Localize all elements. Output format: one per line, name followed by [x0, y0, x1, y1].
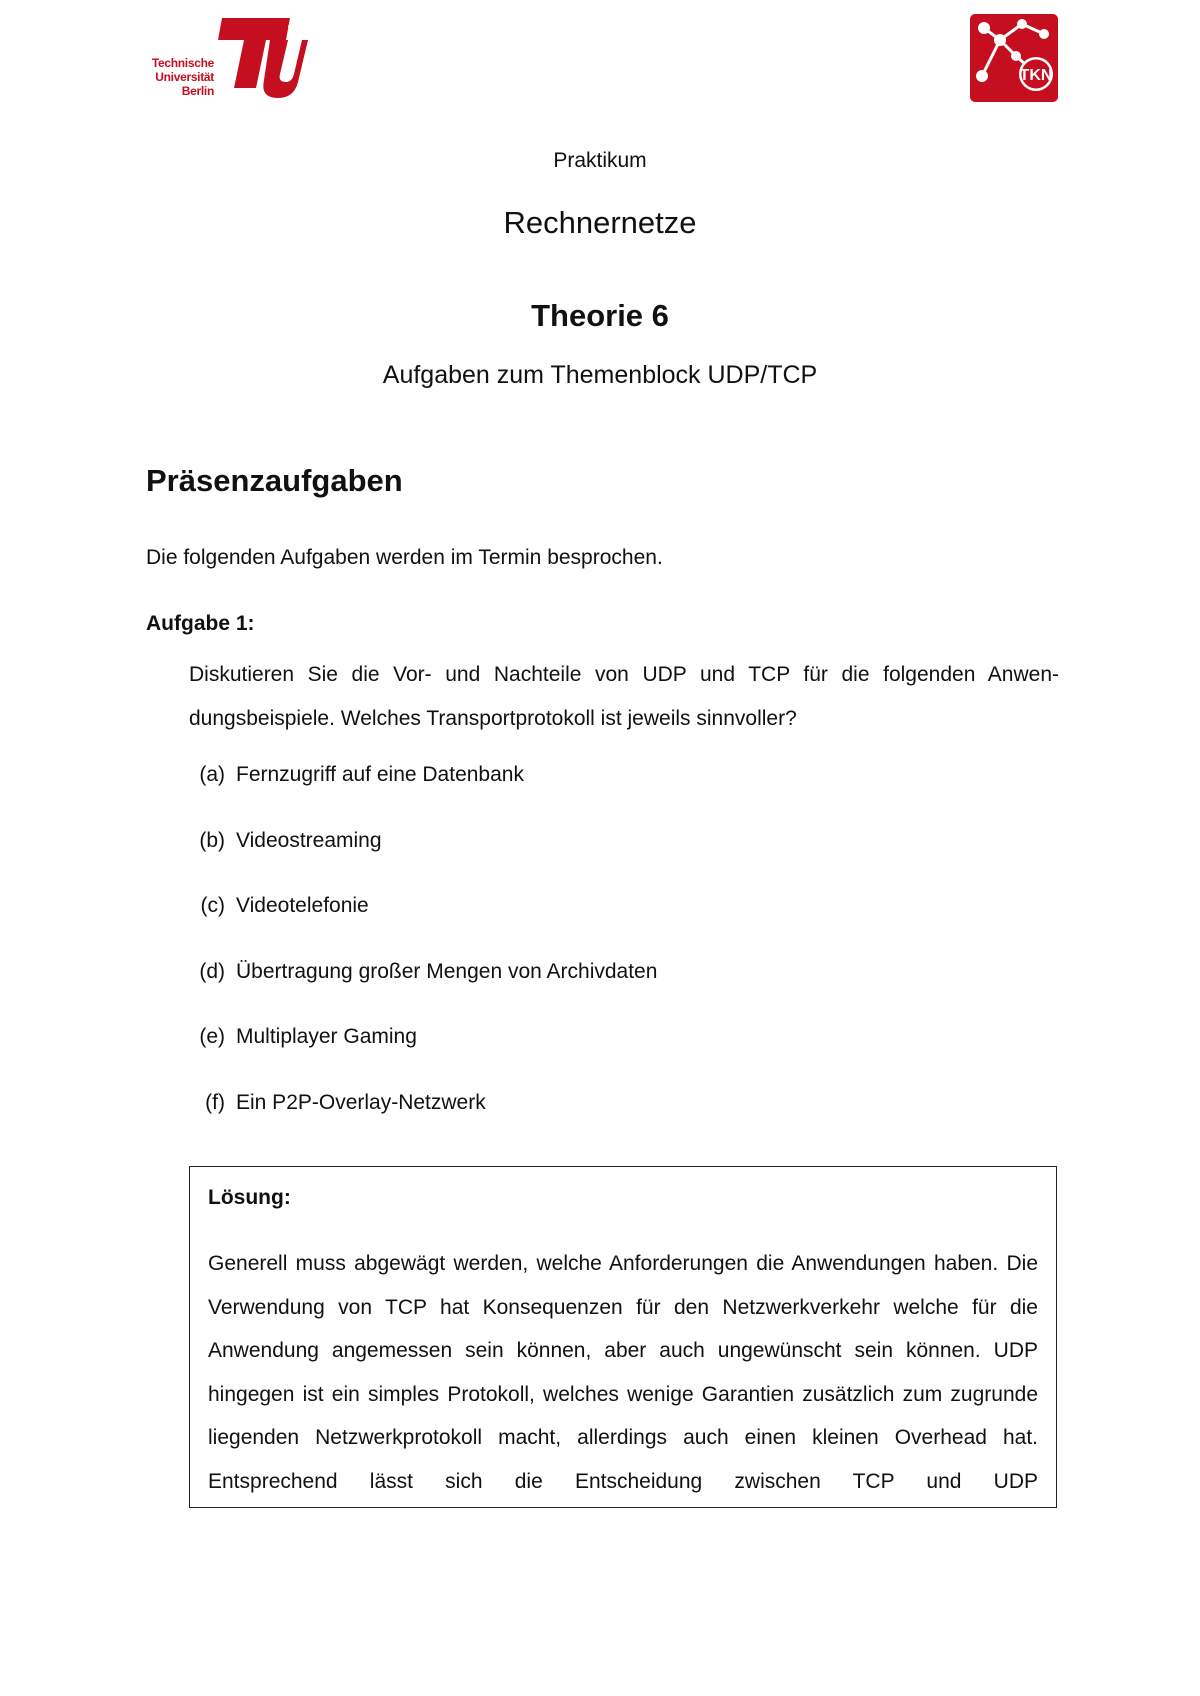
list-item-marker: (b) — [199, 828, 225, 852]
list-item-marker: (a) — [199, 763, 225, 786]
list-item-text: Videostreaming — [236, 828, 382, 852]
list-item — [189, 893, 989, 959]
tkn-logo-text: TKN — [1019, 67, 1053, 84]
solution-label: Lösung: — [208, 1186, 291, 1209]
tu-logo-vertical-word: berlin — [286, 17, 300, 50]
list-item-marker: (e) — [199, 1025, 225, 1048]
list-item — [189, 959, 989, 1025]
task-label: Aufgabe 1: — [146, 612, 255, 635]
sheet-subtitle: Aufgaben zum Themenblock UDP/TCP — [382, 361, 818, 389]
list-item-text: Multiplayer Gaming — [236, 1025, 417, 1048]
task-description: Diskutieren Sie die Vor- und Nachteile von UDP und TCP für die folgenden Anwen-dungsbeispiele. Welches Transportprotokoll ist jeweils sinnvoller? — [189, 663, 1059, 730]
list-item — [189, 828, 989, 894]
solution-text: Generell muss abgewägt werden, welche Anforderungen die Anwendungen haben. Die Verwendung von TCP hat Konsequenzen für den Netzwerkverkehr welche für die Anwendung angemessen sein können, aber auch ungewünscht sein können. UDP hingegen ist ein simples Protokoll, welches wenige Garantien zusätzlich zum zugrunde liegenden Netzwerkprotokoll macht, allerdings auch einen kleinen Overhead hat. Entsprechend lässt sich die Entscheidung zwischen TCP und UDP — [208, 1252, 1038, 1493]
task-item-list — [189, 762, 989, 1155]
solution-box — [189, 1166, 1057, 1508]
section-heading: Präsenzaufgaben — [146, 463, 403, 498]
tu-berlin-logo — [140, 12, 308, 108]
list-item-text: Videotelefonie — [236, 894, 369, 917]
course-title: Rechnernetze — [503, 205, 697, 240]
list-item-marker: (d) — [199, 959, 225, 983]
tu-logo-line-2: Universität — [155, 70, 214, 84]
tkn-logo — [970, 14, 1058, 102]
section-intro: Die folgenden Aufgaben werden im Termin besprochen. — [146, 546, 663, 569]
list-item-text: Übertragung großer Mengen von Archivdaten — [236, 959, 658, 983]
list-item-text: Ein P2P-Overlay-Netzwerk — [236, 1090, 486, 1114]
tu-logo-line-1: Technische — [151, 56, 214, 70]
list-item — [189, 1090, 989, 1156]
list-item — [189, 762, 989, 828]
document-kicker: Praktikum — [553, 149, 647, 172]
tu-logo-mark-icon — [140, 12, 308, 108]
list-item-marker: (f) — [205, 1090, 225, 1114]
list-item-marker: (c) — [200, 894, 225, 917]
sheet-title: Theorie 6 — [531, 298, 669, 333]
list-item — [189, 1024, 989, 1090]
tu-logo-line-3: Berlin — [181, 84, 214, 98]
tkn-network-icon — [970, 14, 1058, 102]
list-item-text: Fernzugriff auf eine Datenbank — [236, 763, 524, 786]
